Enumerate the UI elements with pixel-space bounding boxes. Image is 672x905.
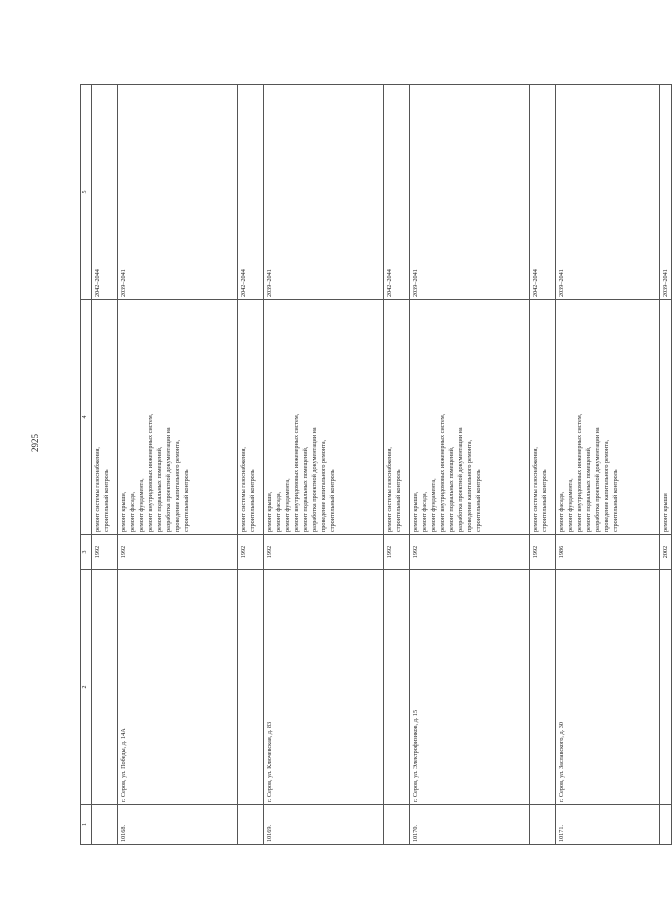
row-works xyxy=(410,300,530,535)
row-address xyxy=(92,570,118,805)
table-row xyxy=(238,85,264,845)
row-year: 1992 xyxy=(530,535,556,570)
row-period: 2042–2044 xyxy=(530,85,556,300)
work-item: ремонт системы газоснабжения, xyxy=(386,447,393,532)
row-address: г. Серов, ул. Заславского, д. 30 xyxy=(556,570,660,805)
header-cell: 2 xyxy=(81,570,92,805)
work-item: ремонт внутридомовых инженерных систем, xyxy=(147,413,154,532)
work-item: ремонт фундамента, xyxy=(138,478,145,532)
work-item: строительный контроль xyxy=(329,469,336,532)
repair-schedule-table xyxy=(80,84,672,845)
row-works xyxy=(118,300,238,535)
work-item: ремонт фасада, xyxy=(275,491,282,532)
work-item: строительный контроль xyxy=(612,469,619,532)
row-year: 1992 xyxy=(384,535,410,570)
header-row xyxy=(81,85,92,845)
row-number xyxy=(384,805,410,845)
row-address: г. Серов, ул. Ключевская, д. 83 xyxy=(264,570,384,805)
work-item: ремонт подвальных помещений, xyxy=(585,446,592,532)
work-item: строительный контроль xyxy=(103,469,110,532)
work-item: проведение капитального ремонта, xyxy=(174,439,181,532)
header-cell: 3 xyxy=(81,535,92,570)
table-row xyxy=(660,85,672,845)
work-item: проведение капитального ремонта, xyxy=(603,439,610,532)
row-works xyxy=(264,300,384,535)
table-row xyxy=(556,85,660,845)
work-item: ремонт фундамента, xyxy=(567,478,574,532)
row-works xyxy=(238,300,264,535)
table-row xyxy=(384,85,410,845)
row-period: 2039–2041 xyxy=(660,85,672,300)
row-period: 2039–2041 xyxy=(118,85,238,300)
row-address xyxy=(530,570,556,805)
work-item: ремонт фасада, xyxy=(558,491,565,532)
row-period: 2042–2044 xyxy=(238,85,264,300)
work-item: разработка проектной документации на xyxy=(594,427,601,532)
work-item: ремонт подвальных помещений, xyxy=(156,446,163,532)
work-item: ремонт фундамента, xyxy=(284,478,291,532)
row-year: 1992 xyxy=(238,535,264,570)
work-item: проведение капитального ремонта, xyxy=(320,439,327,532)
row-number xyxy=(530,805,556,845)
table-row xyxy=(92,85,118,845)
work-item: ремонт крыши, xyxy=(266,491,273,532)
table-row xyxy=(530,85,556,845)
work-item: проведение капитального ремонта, xyxy=(466,439,473,532)
row-number xyxy=(238,805,264,845)
row-year: 1992 xyxy=(264,535,384,570)
table-body xyxy=(92,85,672,845)
work-item: ремонт внутридомовых инженерных систем, xyxy=(439,413,446,532)
work-item: ремонт фундамента, xyxy=(430,478,437,532)
work-item: ремонт системы газоснабжения, xyxy=(240,447,247,532)
work-item: ремонт фасада, xyxy=(129,491,136,532)
page-number: 2925 xyxy=(30,434,40,452)
table-row xyxy=(264,85,384,845)
row-address: г. Серов, ул. Победы, д. 14А xyxy=(118,570,238,805)
work-item: разработка проектной документации на xyxy=(165,427,172,532)
row-address: г. Серов, ул. Электрофизиков, д. 15 xyxy=(410,570,530,805)
table-row xyxy=(118,85,238,845)
row-number: 10170. xyxy=(410,805,530,845)
row-works xyxy=(530,300,556,535)
row-number: 10169. xyxy=(264,805,384,845)
work-item: ремонт фасада, xyxy=(421,491,428,532)
row-address xyxy=(660,570,672,805)
work-item: разработка проектной документации на xyxy=(311,427,318,532)
row-number: 10168. xyxy=(118,805,238,845)
work-item: ремонт внутридомовых инженерных систем, xyxy=(576,413,583,532)
row-year: 1992 xyxy=(92,535,118,570)
work-item: ремонт подвальных помещений, xyxy=(302,446,309,532)
row-year: 1992 xyxy=(410,535,530,570)
work-item: ремонт крыши, xyxy=(412,491,419,532)
work-item: ремонт крыши xyxy=(662,493,669,532)
work-item: ремонт крыши, xyxy=(120,491,127,532)
row-number xyxy=(660,805,672,845)
row-year: 2002 xyxy=(660,535,672,570)
work-item: строительный контроль xyxy=(475,469,482,532)
work-item: ремонт системы газоснабжения, xyxy=(532,447,539,532)
row-works xyxy=(92,300,118,535)
row-period: 2039–2041 xyxy=(264,85,384,300)
row-address xyxy=(238,570,264,805)
header-cell: 1 xyxy=(81,805,92,845)
header-cell: 4 xyxy=(81,300,92,535)
row-period: 2039–2041 xyxy=(410,85,530,300)
row-year: 1992 xyxy=(118,535,238,570)
work-item: строительный контроль xyxy=(249,469,256,532)
row-period: 2042–2044 xyxy=(92,85,118,300)
row-works xyxy=(556,300,660,535)
work-item: ремонт внутридомовых инженерных систем, xyxy=(293,413,300,532)
work-item: разработка проектной документации на xyxy=(457,427,464,532)
table-row xyxy=(410,85,530,845)
work-item: строительный контроль xyxy=(541,469,548,532)
row-period: 2039–2041 xyxy=(556,85,660,300)
row-works xyxy=(660,300,672,535)
row-year: 1986 xyxy=(556,535,660,570)
row-number: 10171. xyxy=(556,805,660,845)
rotated-table-container xyxy=(80,85,669,845)
header-cell: 5 xyxy=(81,85,92,300)
work-item: строительный контроль xyxy=(183,469,190,532)
work-item: ремонт системы газоснабжения, xyxy=(94,447,101,532)
row-period: 2042–2044 xyxy=(384,85,410,300)
work-item: ремонт подвальных помещений, xyxy=(448,446,455,532)
row-works xyxy=(384,300,410,535)
work-item: строительный контроль xyxy=(395,469,402,532)
row-number xyxy=(92,805,118,845)
row-address xyxy=(384,570,410,805)
